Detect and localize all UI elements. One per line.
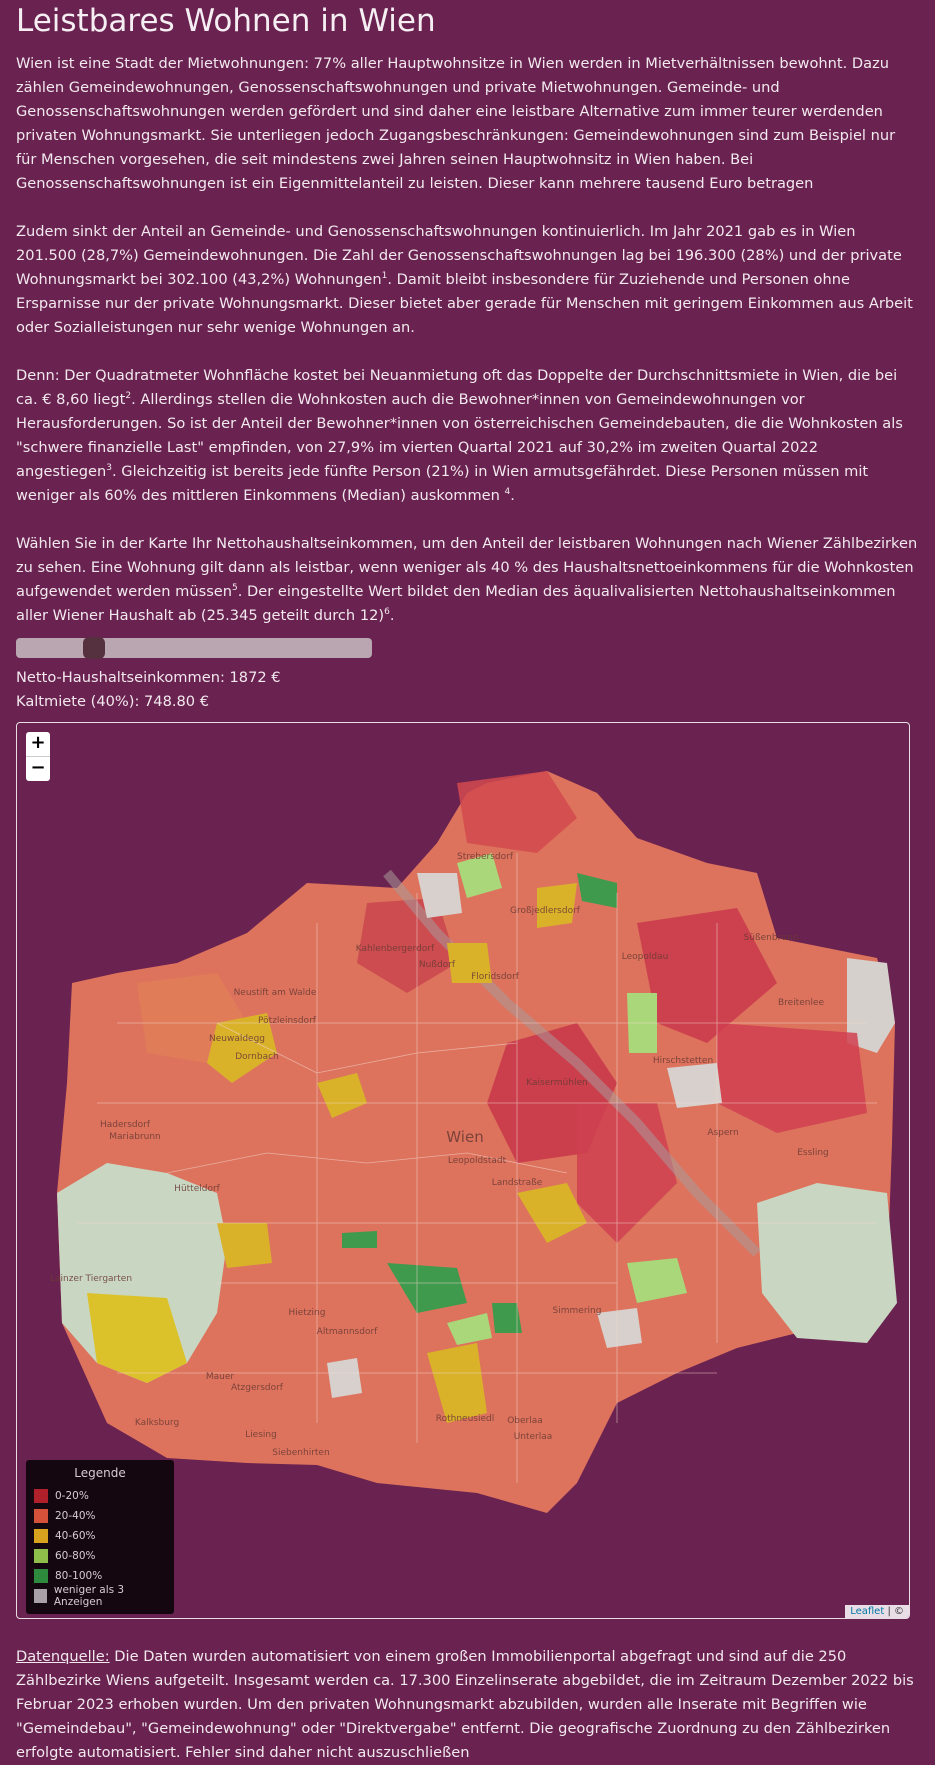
map-attribution — [845, 1605, 909, 1618]
legend-swatch — [34, 1589, 47, 1603]
place-label: Hietzing — [288, 1308, 326, 1318]
data-source-note — [16, 1645, 919, 1765]
place-label: Hadersdorf — [99, 1120, 151, 1130]
intro-paragraph-2 — [16, 220, 919, 340]
legend-label: 0-20% — [55, 1490, 89, 1502]
intro-text-4c: . — [389, 607, 395, 624]
income-slider[interactable] — [16, 638, 372, 658]
legend-swatch — [34, 1489, 48, 1503]
footnote-ref[interactable]: 2 — [125, 391, 132, 401]
place-label: Dornbach — [235, 1052, 279, 1062]
place-label: Essling — [797, 1148, 829, 1158]
legend-item — [34, 1566, 166, 1586]
place-label: Oberlaa — [507, 1416, 543, 1426]
intro-paragraph-1 — [16, 52, 919, 196]
page-title: Leistbares Wohnen in Wien — [16, 3, 436, 39]
place-label: Lainzer Tiergarten — [49, 1274, 133, 1284]
legend-swatch — [34, 1549, 48, 1563]
intro-text-2a: Zudem sinkt der Anteil an Gemeinde- und Genossenschaftswohnungen kontinuierlich. Im Jahr 2021 gab es in Wien 201.500 (28,7%) Gemeindewohnungen. Die Zahl der Genossenschaftswohnungen lag bei 196.300 (28%) und der private Wohnungsmarkt bei 302.100 (43,2%) Wohnungen — [16, 223, 902, 288]
legend-swatch — [34, 1509, 48, 1523]
place-label: Altmannsdorf — [316, 1327, 378, 1337]
legend-swatch — [34, 1569, 48, 1583]
place-label: Kaisermühlen — [526, 1078, 588, 1088]
intro-text-1: Wien ist eine Stadt der Mietwohnungen: 77% aller Hauptwohnsitze in Wien werden in Mietverhältnissen bewohnt. Dazu zählen Gemeindewohnungen, Genossenschaftswohnungen und private Mietwohnungen. Gemeinde- und Genossenschaftswohnungen werden gefördert und sind daher eine leistbare Alternative zum immer teurer werdenden privaten Wohnungsmarkt. Sie unterliegen jedoch Zugangsbeschränkungen: Gemeindewohnungen sind zum Beispiel nur für Menschen vorgesehen, die seit mindestens zwei Jahren seinen Hauptwohnsitz in Wien haben. Bei Genossenschaftswohnungen ist ein Eigenmittelanteil zu leisten. Dieser kann mehrere tausend Euro betragen — [16, 55, 896, 192]
place-label: Mariabrunn — [109, 1132, 161, 1142]
zoom-in-button[interactable]: + — [30, 732, 46, 753]
footnote-ref[interactable]: 6 — [384, 607, 390, 617]
rent-value: Kaltmiete (40%): 748.80 € — [16, 693, 209, 710]
legend-item — [34, 1486, 166, 1506]
district-zone-green — [492, 1303, 522, 1333]
intro-text-3b: . Allerdings stellen die Wohnkosten auch die Bewohner*innen von Gemeindewohnungen vor Herausforderungen. So ist der Anteil der Bewohner*innen von österreichischen Gemeindebauten, die die Wohnkosten als "schwere finanzielle Last" empfinden, von 27,9% im vierten Quartal 2021 auf 30,2% im zweiten Quartal 2022 angestiegen — [16, 391, 903, 480]
footnote-ref[interactable]: 4 — [504, 487, 511, 497]
data-source-text: Die Daten wurden automatisiert von einem großen Immobilienportal abgefragt und sind auf die 250 Zählbezirke Wiens aufgeteilt. Insgesamt werden ca. 17.300 Einzelinserate abgebildet, die im Zeitraum Dezember 2022 bis Februar 2023 erhoben wurden. Um den privaten Wohnungsmarkt abzubilden, wurden alle Inserate mit Begriffen wie "Gemeindebau", "Gemeindewohnung" oder "Direktvergabe" entfernt. Die geografische Zuordnung zu den Zählbezirken erfolgte automatisiert. Fehler sind daher nicht auszuschließen — [16, 1648, 914, 1761]
place-label: Neuwaldegg — [208, 1034, 266, 1044]
legend-swatch — [34, 1529, 48, 1543]
place-label: Unterlaa — [513, 1432, 553, 1442]
legend-item — [34, 1586, 166, 1606]
legend-label: 80-100% — [55, 1570, 103, 1582]
place-label: Pötzleinsdorf — [258, 1016, 316, 1026]
legend-label: 20-40% — [55, 1510, 96, 1522]
place-label: Breitenlee — [777, 998, 825, 1008]
place-label: Kalksburg — [134, 1418, 180, 1428]
place-label: Süßenbrunn — [743, 933, 799, 943]
map-legend — [26, 1460, 174, 1614]
place-label: Liesing — [245, 1430, 277, 1440]
intro-text-3a: Denn: Der Quadratmeter Wohnfläche kostet bei Neuanmietung oft das Doppelte der Durchschnittsmiete in Wien, die bei ca. € 8,60 liegt — [16, 367, 898, 408]
leaflet-link[interactable]: Leaflet — [850, 1606, 885, 1617]
place-label: Kahlenbergerdorf — [355, 944, 435, 954]
intro-text-3d: . — [510, 487, 515, 504]
legend-item — [34, 1546, 166, 1566]
place-label: Leopoldstadt — [447, 1156, 507, 1166]
place-label: Mauer — [205, 1372, 235, 1382]
place-label: Hirschstetten — [652, 1056, 714, 1066]
place-label: Siebenhirten — [272, 1448, 330, 1458]
affordability-map[interactable] — [16, 722, 910, 1619]
place-label: Neustift am Walde — [233, 988, 317, 998]
intro-paragraph-3 — [16, 364, 919, 508]
legend-item — [34, 1526, 166, 1546]
slider-handle[interactable] — [83, 637, 105, 659]
legend-label: weniger als 3 Anzeigen — [53, 1584, 125, 1608]
footnote-ref[interactable]: 3 — [106, 463, 113, 473]
intro-text-4a: Wählen Sie in der Karte Ihr Nettohaushaltseinkommen, um den Anteil der leistbaren Wohnungen nach Wiener Zählbezirken zu sehen. Eine Wohnung gilt dann als leistbar, wenn weniger als 40 % des Haushaltsnettoeinkommens für die Wohnkosten aufgewendet werden müssen — [16, 535, 918, 600]
intro-text-3c: . Gleichzeitig ist bereits jede fünfte Person (21%) in Wien armutsgefährdet. Diese Personen müssen mit weniger als 60% des mittleren Einkommens (Median) auskommen — [16, 463, 869, 504]
place-label: Wien — [446, 1128, 484, 1146]
district-zone-grey — [327, 1358, 362, 1398]
legend-label: 60-80% — [55, 1550, 96, 1562]
intro-text-4b: . Der eingestellte Wert bildet den Median des äqualivalisierten Nettohaushaltseinkommen aller Wiener Haushalt ab (25.345 geteilt durch 12) — [16, 583, 896, 624]
attribution-text: | © — [884, 1606, 904, 1617]
intro-paragraph-4 — [16, 532, 919, 628]
place-label: Nußdorf — [418, 960, 456, 970]
zoom-out-button[interactable]: − — [26, 756, 50, 781]
footnote-ref[interactable]: 5 — [232, 583, 238, 593]
legend-label: 40-60% — [55, 1530, 96, 1542]
district-zone-green — [342, 1231, 377, 1248]
place-label: Atzgersdorf — [231, 1383, 283, 1393]
place-label: Landstraße — [491, 1178, 543, 1188]
footnote-ref[interactable]: 1 — [381, 271, 388, 281]
zoom-control — [26, 732, 50, 781]
place-label: Simmering — [552, 1306, 602, 1316]
place-label: Floridsdorf — [471, 972, 519, 982]
legend-item — [34, 1506, 166, 1526]
income-value: Netto-Haushaltseinkommen: 1872 € — [16, 669, 281, 686]
data-source-link[interactable]: Datenquelle: — [16, 1648, 110, 1665]
place-label: Strebersdorf — [456, 852, 514, 862]
legend-title: Legende — [74, 1466, 126, 1480]
place-label: Großjedlersdorf — [510, 906, 580, 916]
place-label: Hütteldorf — [174, 1184, 220, 1194]
place-label: Leopoldau — [621, 952, 669, 962]
place-label: Rothneusiedl — [435, 1414, 495, 1424]
intro-text-2b: . Damit bleibt insbesondere für Zuziehende und Personen ohne Ersparnisse nur der private Wohnungsmarkt. Dieser bietet aber gerade für Menschen mit geringem Einkommen aus Arbeit oder Sozialleistungen nur sehr wenige Wohnungen an. — [16, 271, 913, 336]
place-label: Aspern — [707, 1128, 739, 1138]
